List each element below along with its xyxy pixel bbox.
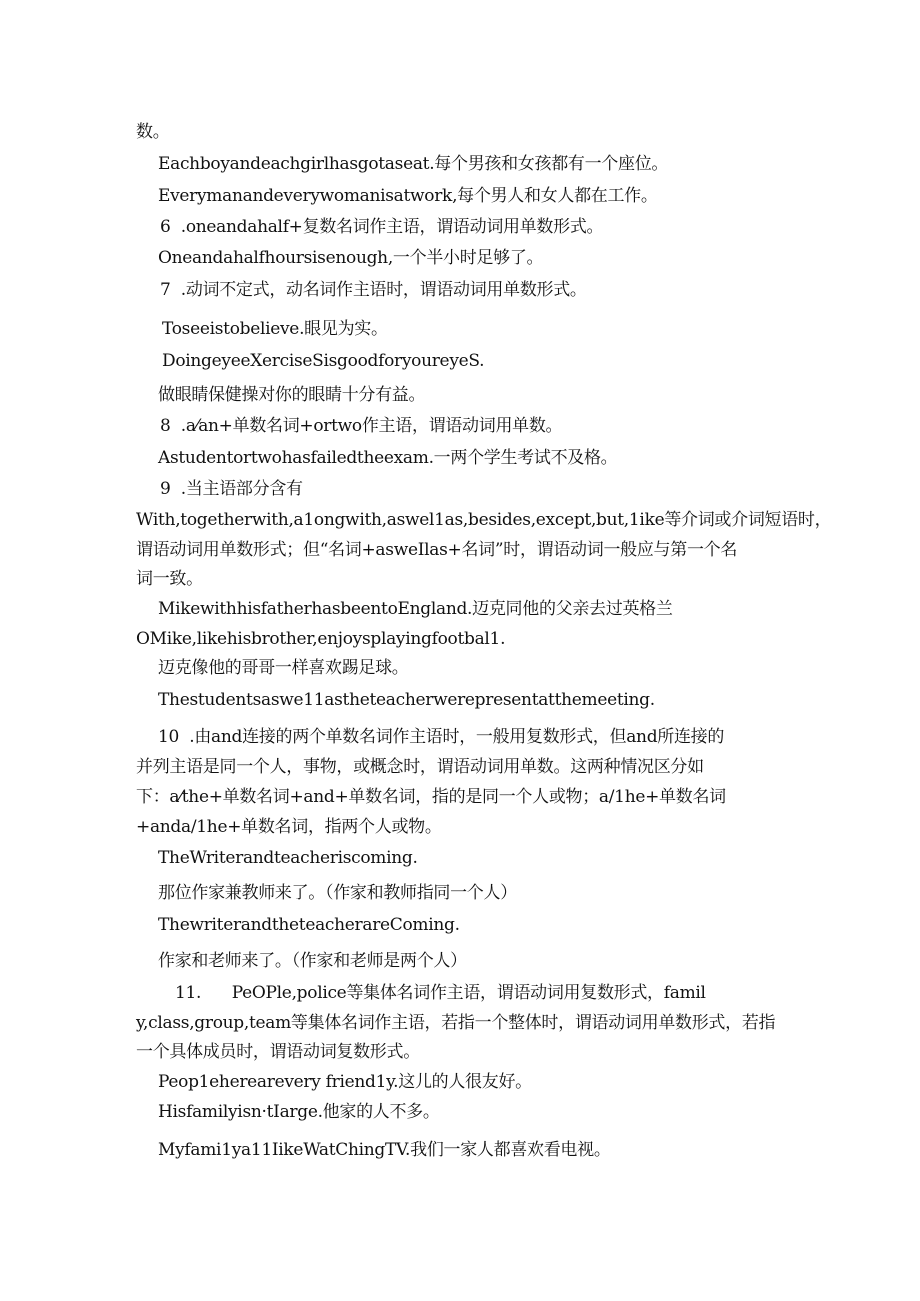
text-line-12: 9 .当主语部分含有 [160, 479, 303, 499]
text-line-28: 11. PeOPle,police等集体名词作主语，谓语动词用复数形式，famil [175, 983, 706, 1003]
text-line-30: 一个具体成员时，谓语动词复数形式。 [136, 1042, 420, 1062]
text-line-19: Thestudentsaswe11astheteacherwerepresentatthemeeting. [158, 690, 655, 710]
text-line-31: Peop1eherearevery friend1y.这儿的人很友好。 [158, 1072, 532, 1092]
text-line-15: 词一致。 [136, 569, 203, 589]
text-line-18: 迈克像他的哥哥一样喜欢踢足球。 [158, 658, 409, 678]
text-line-13: With,togetherwith,a1ongwith,aswel1as,besides,except,but,1ike等介词或介词短语时， [136, 510, 832, 530]
text-line-9: 做眼睛保健操对你的眼睛十分有益。 [158, 385, 426, 405]
text-line-17: OMike,likehisbrother,enjoysplayingfootbal1. [136, 629, 506, 649]
text-line-7: Toseeistobelieve.眼见为实。 [162, 319, 388, 339]
text-line-23: +anda/1he+单数名词，指两个人或物。 [136, 817, 442, 837]
text-line-29: y,class,group,team等集体名词作主语，若指一个整体时，谓语动词用单数形式，若指 [136, 1013, 776, 1033]
text-line-21: 并列主语是同一个人，事物，或概念时，谓语动词用单数。这两种情况区分如 [136, 757, 704, 777]
text-line-16: MikewithhisfatherhasbeentoEngland.迈克同他的父亲去过英格兰 [158, 599, 673, 619]
text-line-32: Hisfamilyisn·tIarge.他家的人不多。 [158, 1102, 440, 1122]
text-line-20: 10 .由and连接的两个单数名词作主语时，一般用复数形式，但and所连接的 [158, 727, 725, 747]
text-line-4: 6 .oneandahalf+复数名词作主语，谓语动词用单数形式。 [160, 217, 604, 237]
text-line-22: 下：a⁄the+单数名词+and+单数名词，指的是同一个人或物；a/1he+单数名词 [136, 787, 726, 807]
text-line-14: 谓语动词用单数形式；但“名词+asweIlas+名词”时，谓语动词一般应与第一个名 [136, 540, 738, 560]
text-line-10: 8 .a⁄an+单数名词+ortwo作主语，谓语动词用单数。 [160, 416, 563, 436]
text-line-27: 作家和老师来了。（作家和老师是两个人） [158, 951, 467, 971]
text-line-11: Astudentortwohasfailedtheexam.一两个学生考试不及格。 [158, 448, 618, 468]
text-line-26: ThewriterandtheteacherareComing. [158, 915, 460, 935]
text-line-3: Everymanandeverywomanisatwork,每个男人和女人都在工作。 [158, 186, 658, 206]
text-line-24: TheWriterandteacheriscoming. [158, 848, 418, 868]
text-line-1: 数。 [136, 122, 170, 142]
text-line-8: DoingeyeeXerciseSisgoodforyoureyeS. [162, 351, 485, 371]
text-line-5: Oneandahalfhoursisenough,一个半小时足够了。 [158, 248, 544, 268]
text-line-6: 7 .动词不定式，动名词作主语时，谓语动词用单数形式。 [160, 280, 587, 300]
text-line-33: Myfami1ya11IikeWatChingTV.我们一家人都喜欢看电视。 [158, 1140, 611, 1160]
text-line-2: Eachboyandeachgirlhasgotaseat.每个男孩和女孩都有一个座位。 [158, 154, 669, 174]
text-line-25: 那位作家兼教师来了。（作家和教师指同一个人） [158, 883, 517, 903]
